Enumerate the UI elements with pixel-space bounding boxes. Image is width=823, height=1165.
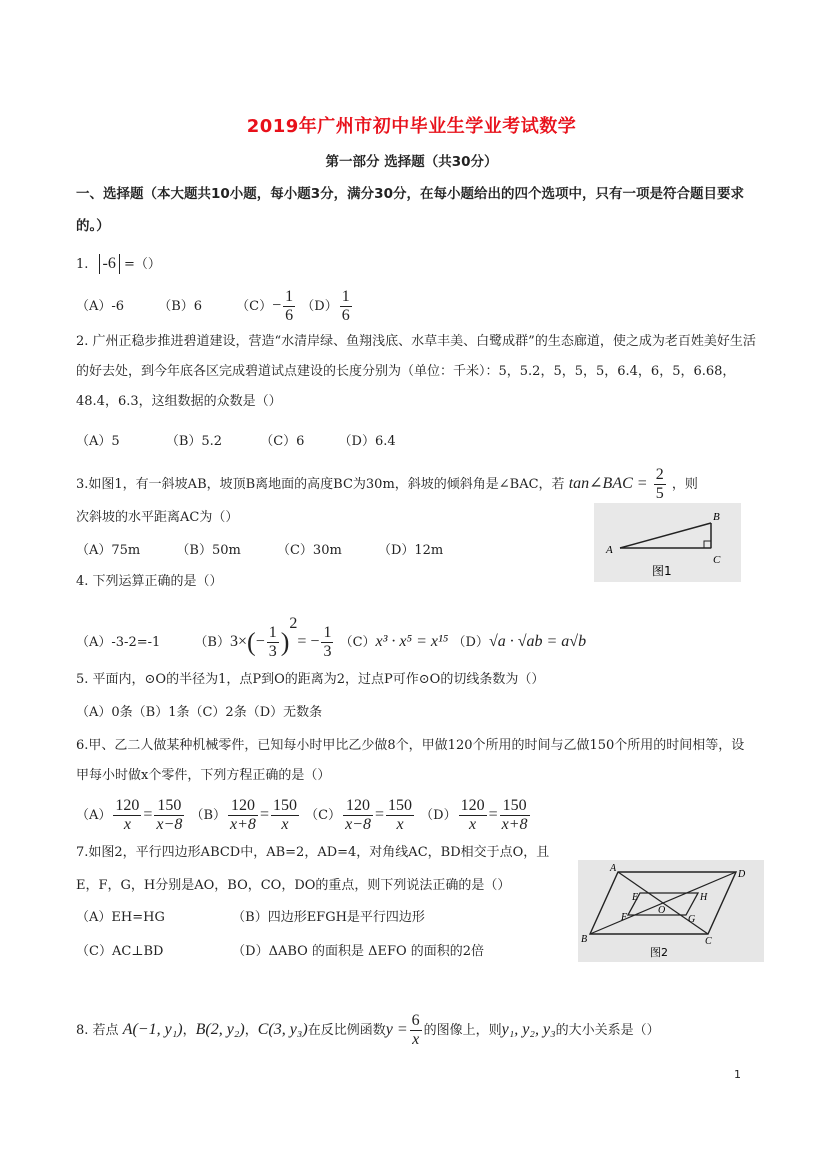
svg-text:O: O: [658, 905, 666, 916]
question-6-options: [76, 797, 532, 834]
svg-text:C: C: [705, 936, 712, 947]
fig1-label-a: A: [606, 544, 613, 556]
option-b: （B） $\frac{120}{x+8}$ = $\frac{150}{x}$: [190, 797, 297, 833]
option-d: （D）12m: [377, 543, 444, 558]
question-7-options-ab: [76, 908, 425, 928]
question-8: 8. 若点 A(−1, y₁)，B(2, y₂)，C(3, y₃)在反比例函数y = $\frac{6}{x}$ 的图像上，则y₁, y₂, y₃的大小关系是（）: [76, 1012, 660, 1048]
question-7-line1: 7.如图2，平行四边形ABCD中，AB=2，AD=4，对角线AC，BD相交于点O，且: [76, 845, 550, 860]
option-d: （D） $\frac{120}{x}$ = $\frac{150}{x+8}$: [420, 797, 528, 833]
question-5-options: （A）0条（B）1条（C）2条（D）无数条: [76, 705, 323, 720]
question-6: 6.甲、乙二人做某种机械零件，已知每小时甲比乙少做8个，甲做120个所用的时间与乙做150个所用的时间相等，设甲每小时做x个零件，下列方程正确的是（）: [76, 738, 745, 783]
figure-2: [578, 860, 764, 962]
figure-1: [594, 503, 741, 582]
section-header: 一、选择题（本大题共10小题，每小题3分，满分30分，在每小题给出的四个选项中，只有一项是符合题目要求的。）: [76, 186, 744, 234]
option-d: （D） $\frac{1}{6}$: [301, 288, 350, 324]
option-a: （A） $\frac{120}{x}$ = $\frac{150}{x-8}$: [76, 797, 183, 833]
page-number: 1: [734, 1068, 741, 1081]
option-c: （C）AC⊥BD: [76, 944, 164, 959]
option-c: （C）6: [260, 434, 305, 449]
option-b: （B）6: [158, 299, 203, 314]
svg-text:H: H: [700, 892, 708, 903]
fig1-label-b: B: [713, 511, 720, 523]
fig2-caption: 图2: [650, 946, 668, 959]
option-a: （A）-3-2=-1: [76, 635, 161, 650]
option-a: （A）EH=HG: [76, 910, 165, 925]
option-c: （C）30m: [276, 543, 342, 558]
svg-text:B: B: [581, 934, 588, 945]
question-3-line2: 次斜坡的水平距离AC为（）: [76, 510, 239, 525]
question-1-options: [76, 288, 354, 325]
question-2: 2. 广州正稳步推进碧道建设，营造“水清岸绿、鱼翔浅底、水草丰美、白鹭成群”的生态廊道，使之成为老百姓美好生活的好去处，到今年底各区完成碧道试点建设的长度分别为（单位：千米）：5，5.2，5，5，5，6.4，6，5，6.68，48.4，6.3，这组数据的众数是（）: [76, 334, 756, 409]
part-subtitle: 第一部分 选择题（共30分）: [325, 154, 498, 170]
option-b: （B）四边形EFGH是平行四边形: [232, 910, 425, 925]
question-5: 5. 平面内，⊙O的半径为1，点P到O的距离为2，过点P可作⊙O的切线条数为（）: [76, 672, 545, 687]
svg-text:A: A: [610, 863, 617, 874]
question-1: 1. -6 =（）: [76, 255, 161, 272]
option-d: （D）ΔABO 的面积是 ΔEFO 的面积的2倍: [232, 944, 485, 959]
question-4-options: [76, 614, 586, 661]
option-c: （C）− $\frac{1}{6}$: [236, 288, 294, 324]
fig1-caption: 图1: [652, 564, 672, 578]
abs-expression: -6: [99, 254, 120, 274]
question-3-line1: 3.如图1，有一斜坡AB，坡顶B离地面的高度BC为30m，斜坡的倾斜角是∠BAC，若 tan∠BAC = $\frac{2}{5}$ ，则: [76, 466, 698, 502]
option-b: （B）5.2: [165, 434, 223, 449]
option-b: （B）3×(− $\frac{1}{3}$ )$^2$= − $\frac{1}{3}$: [194, 615, 332, 660]
option-c: （C）x³ · x⁵ = x¹⁵: [339, 633, 449, 650]
svg-text:G: G: [688, 914, 696, 925]
option-a: （A）5: [76, 434, 120, 449]
question-3-options: [76, 541, 443, 561]
svg-text:F: F: [621, 912, 628, 923]
svg-text:E: E: [632, 892, 639, 903]
exam-title: 2019年广州市初中毕业生学业考试数学: [246, 116, 577, 137]
option-a: （A）-6: [76, 299, 125, 314]
question-2-options: [76, 432, 396, 452]
option-b: （B）50m: [176, 543, 241, 558]
question-4: 4. 下列运算正确的是（）: [76, 574, 223, 589]
svg-text:D: D: [738, 869, 746, 880]
option-d: （D）√a · √ab = a√b: [452, 633, 587, 650]
option-c: （C） $\frac{120}{x-8}$ = $\frac{150}{x}$: [305, 797, 412, 833]
question-7-options-cd: [76, 942, 484, 962]
option-d: （D）6.4: [338, 434, 396, 449]
fig1-label-c: C: [713, 554, 721, 566]
question-7-line2: E，F，G，H分别是AO，BO，CO，DO的重点，则下列说法正确的是（）: [76, 878, 511, 893]
option-a: （A）75m: [76, 543, 141, 558]
